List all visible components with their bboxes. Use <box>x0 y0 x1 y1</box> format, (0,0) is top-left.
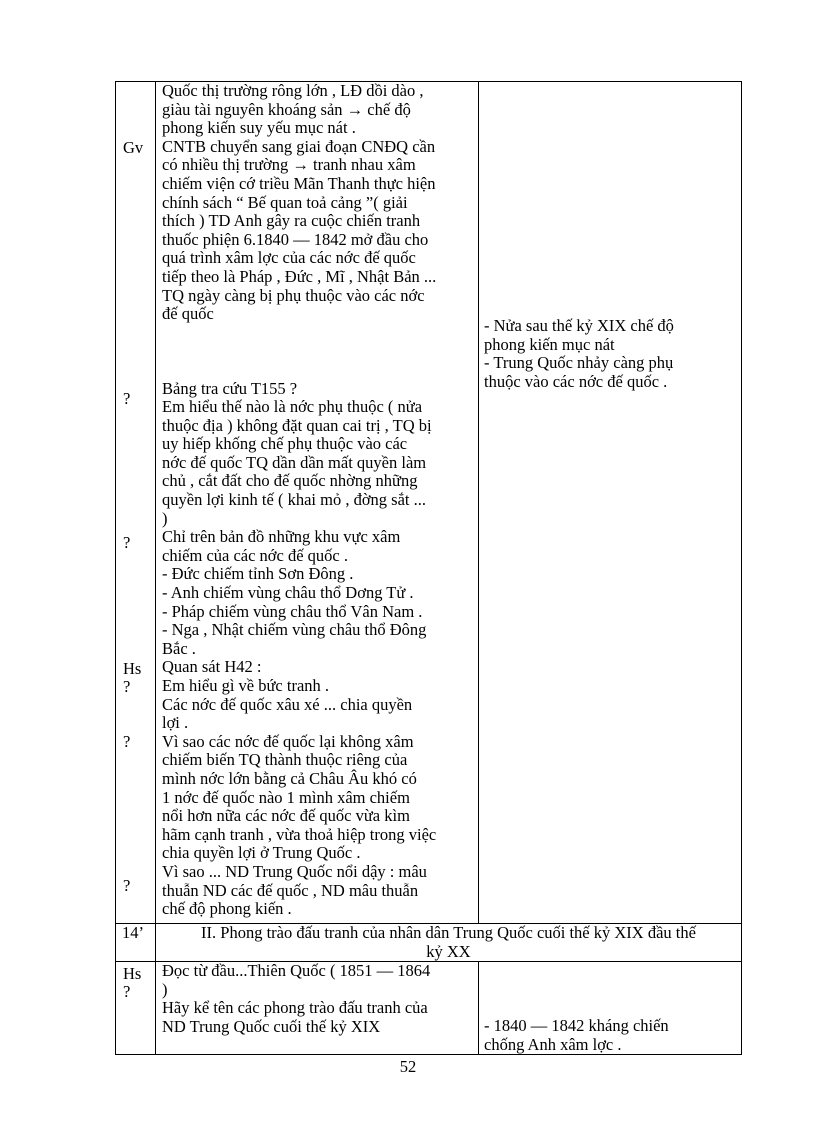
content-line: Chỉ trên bản đồ những khu vực xâm <box>162 527 401 547</box>
content-line: ND Trung Quốc cuối thế kỷ XIX <box>162 1016 381 1036</box>
page-number: 52 <box>399 1057 417 1076</box>
content-line: chiếm viện cớ triều Mãn Thanh thực hiện <box>162 173 436 193</box>
content-line: Em hiểu thế nào là nớc phụ thuộc ( nửa <box>162 397 423 417</box>
role-marker-cell <box>116 82 156 924</box>
lesson-plan-table <box>115 81 742 1055</box>
section-heading-line-2: kỷ XX <box>426 941 471 961</box>
lesson-content-cell <box>156 82 479 924</box>
content-line: Vì sao ... ND Trung Quốc nổi dậy : mâu <box>162 861 427 881</box>
content-line: quá trình xâm lợc của các nớc đế quốc <box>162 248 416 268</box>
content-line: Hãy kể tên các phong trào đấu tranh của <box>162 998 428 1018</box>
note-line: phong kiến mục nát <box>484 334 615 354</box>
question-marker: ? <box>123 533 131 552</box>
content-line: TQ ngày càng bị phụ thuộc vào các nớc <box>162 285 425 305</box>
content-line: chia quyền lợi ở Trung Quốc . <box>162 843 361 863</box>
content-line: chiếm biến TQ thành thuộc riêng của <box>162 750 408 770</box>
content-line: Bảng tra cứu T155 ? <box>162 378 298 398</box>
table-row-section <box>116 924 742 962</box>
content-line: uy hiếp khống chế phụ thuộc vào các <box>162 434 408 454</box>
content-line: mình nớc lớn bằng cả Châu Âu khó có <box>162 768 417 788</box>
notes-lines <box>479 1017 741 1054</box>
content-line: ) <box>162 508 168 528</box>
lesson-content-cell <box>156 962 479 1055</box>
time-cell <box>116 924 156 962</box>
role-marker-hs: Hs <box>123 964 142 984</box>
note-line: - Trung Quốc nhảy càng phụ <box>484 353 674 373</box>
content-line <box>156 361 478 380</box>
question-marker: ? <box>123 982 131 1002</box>
content-line: Quan sát H42 : <box>162 657 262 677</box>
role-marker-cell <box>116 962 156 1055</box>
content-line: quyền lợi kinh tế ( khai mỏ , đờng sắt ... <box>162 490 426 510</box>
content-line: Đọc từ đầu...Thiên Quốc ( 1851 — 1864 <box>162 961 431 981</box>
content-line: Quốc thị trường rông lớn , LĐ dồi dào , <box>162 81 424 100</box>
notes-cell <box>479 962 742 1055</box>
content-line: nớc đế quốc TQ dần dần mất quyền làm <box>162 452 427 472</box>
content-line: Bắc . <box>162 638 196 658</box>
content-line: CNTB chuyển sang giai đoạn CNĐQ cần <box>162 136 436 156</box>
content-line: - Pháp chiếm vùng châu thổ Vân Nam . <box>162 601 423 621</box>
content-line: chủ , cắt đất cho đế quốc nhờng những <box>162 471 418 491</box>
content-line: tiếp theo là Pháp , Đức , Mĩ , Nhật Bản ... <box>162 266 437 286</box>
content-line: Các nớc đế quốc xâu xé ... chia quyền <box>162 694 413 714</box>
lesson-content-lines <box>156 82 478 919</box>
note-line: thuộc vào các nớc đế quốc . <box>484 371 668 391</box>
note-line: - 1840 — 1842 kháng chiến <box>484 1016 669 1036</box>
content-line <box>156 342 478 361</box>
role-marker-hs: Hs <box>123 659 142 678</box>
question-marker: ? <box>123 677 131 696</box>
content-line: - Anh chiếm vùng châu thổ Dơng Tử . <box>162 583 414 603</box>
content-line: giàu tài nguyên khoáng sản → chế độ <box>162 99 411 119</box>
content-line: thuốc phiện 6.1840 — 1842 mở đầu cho <box>162 229 429 249</box>
content-line: lợi . <box>162 713 189 733</box>
time-label: 14’ <box>122 923 144 942</box>
notes-lines <box>479 317 741 391</box>
question-marker: ? <box>123 732 131 751</box>
content-line: thích ) TD Anh gây ra cuộc chiến tranh <box>162 211 421 231</box>
content-line: - Đức chiếm tỉnh Sơn Đông . <box>162 564 354 584</box>
note-line: - Nửa sau thế kỷ XIX chế độ <box>484 316 674 335</box>
content-line: - Nga , Nhật chiếm vùng châu thổ Đông <box>162 620 427 640</box>
content-line: 1 nớc đế quốc nào 1 mình xâm chiếm <box>162 787 410 807</box>
content-line: đế quốc <box>162 304 214 324</box>
lesson-content-lines <box>156 962 478 1036</box>
section-heading-line-1: II. Phong trào đấu tranh của nhân dân Trung Quốc cuối thế kỷ XIX đầu thế <box>201 923 696 942</box>
content-line: hãm cạnh tranh , vừa thoả hiệp trong việc <box>162 824 437 844</box>
question-marker: ? <box>123 876 131 895</box>
content-line: ) <box>162 979 168 999</box>
content-line: phong kiến suy yếu mục nát . <box>162 118 356 138</box>
content-line: chiếm của các nớc đế quốc . <box>162 545 349 565</box>
note-line: chống Anh xâm lợc . <box>484 1034 622 1054</box>
content-line: Vì sao các nớc đế quốc lại không xâm <box>162 731 414 751</box>
section-heading-cell <box>156 924 742 962</box>
notes-cell <box>479 82 742 924</box>
content-line: chế độ phong kiến . <box>162 899 292 919</box>
content-line: Em hiểu gì về bức tranh . <box>162 676 330 695</box>
content-line: thuẫn ND các đế quốc , ND mâu thuẫn <box>162 880 419 900</box>
content-line: thuộc địa ) không đặt quan cai trị , TQ bị <box>162 415 432 435</box>
table-row-main <box>116 82 742 924</box>
table-row-last <box>116 962 742 1055</box>
content-line: chính sách “ Bế quan toả cảng ”( giải <box>162 192 408 212</box>
content-line: có nhiều thị trường → tranh nhau xâm <box>162 155 416 175</box>
question-marker: ? <box>123 389 131 408</box>
content-line: nổi hơn nữa các nớc đế quốc vừa kìm <box>162 806 410 826</box>
role-marker-gv: Gv <box>123 138 144 157</box>
content-line <box>156 324 478 343</box>
